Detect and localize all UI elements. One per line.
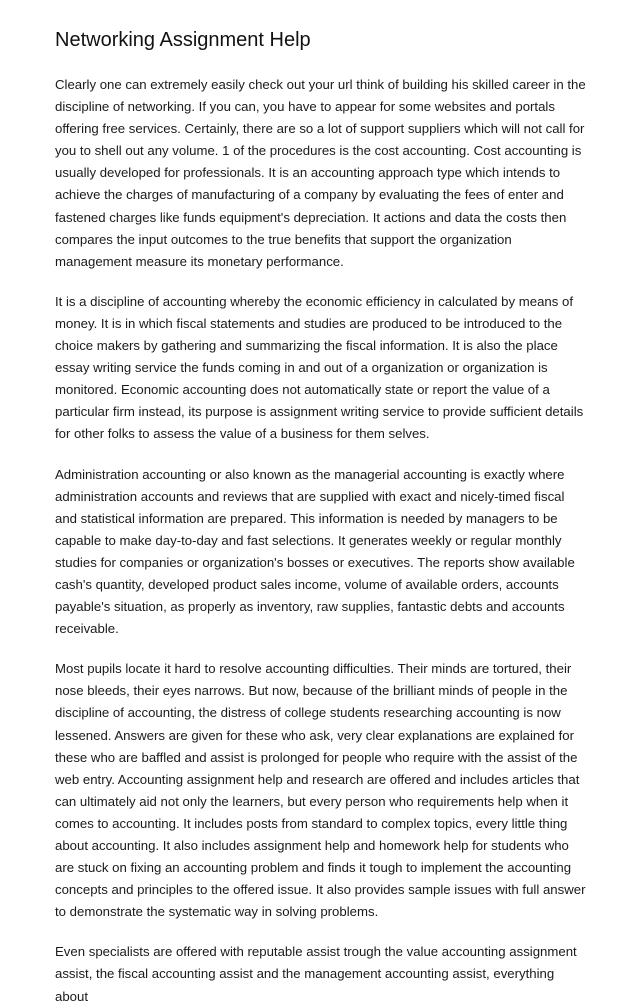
paragraph-1: Clearly one can extremely easily check out your url think of building his skilled career in the discipline of networking. If you can, you have to appear for some websites and portals offering free services. Certainly, there are so a lot of support suppliers which will not call for you to shell out any volume. 1 of the procedures is the cost accounting. Cost accounting is usually developed for professionals. It is an accounting approach type which intends to achieve the charges of manufacturing of a company by evaluating the fees of enter and fastened charges like funds equipment's depreciation. It actions and data the costs then compares the input outcomes to the true benefits that support the organization management measure its monetary performance. bbox=[55, 77, 586, 269]
paragraph-3: Administration accounting or also known as the managerial accounting is exactly where administration accounts and reviews that are supplied with exact and nicely-timed fiscal and statistical information are prepared. This information is needed by managers to be capable to make day-to-day and fast selections. It generates weekly or regular monthly studies for companies or organization's bosses or executives. The reports show available cash's quantity, developed product sales income, volume of available orders, accounts payable's situation, as properly as inventory, raw supplies, fantastic debts and accounts receivable. bbox=[55, 466, 575, 637]
page-title: Networking Assignment Help bbox=[55, 29, 311, 51]
paragraph-2: It is a discipline of accounting whereby the economic efficiency in calculated by means of money. It is in which fiscal statements and studies are produced to be introduced to the choice makers by gathering and summarizing the fiscal information. It is also the place essay writing service the funds coming in and out of a organization or organization is monitored. Economic accounting does not automatically state or report the value of a particular firm instead, its purpose is assignment writing service to provide sufficient details for other folks to assess the value of a business for them selves. bbox=[55, 293, 584, 442]
paragraph-4: Most pupils locate it hard to resolve accounting difficulties. Their minds are tortured, their nose bleeds, their eyes narrows. But now, because of the brilliant minds of people in the discipline of accounting, the distress of college students researching accounting is now lessened. Answers are given for these who ask, very clear explanations are explained for these who are baffled and assist is prolonged for people who require with the assist of the web entry. Accounting assignment help and research are offered and includes articles that can ultimately aid not only the learners, but every person who requirements help when it comes to accounting. It includes posts from standard to complex topics, every little thing about accounting. It also includes assignment help and homework help for students who are stuck on fixing an accounting problem and finds it tough to implement the accounting concepts and principles to the offered issue. It also provides sample issues with full answer to demonstrate the systematic way in solving problems. bbox=[55, 661, 586, 920]
paragraph-5: Even specialists are offered with reputable assist trough the value accounting assignment assist, the fiscal accounting assist and the management accounting assist, everything about bbox=[55, 944, 577, 1004]
